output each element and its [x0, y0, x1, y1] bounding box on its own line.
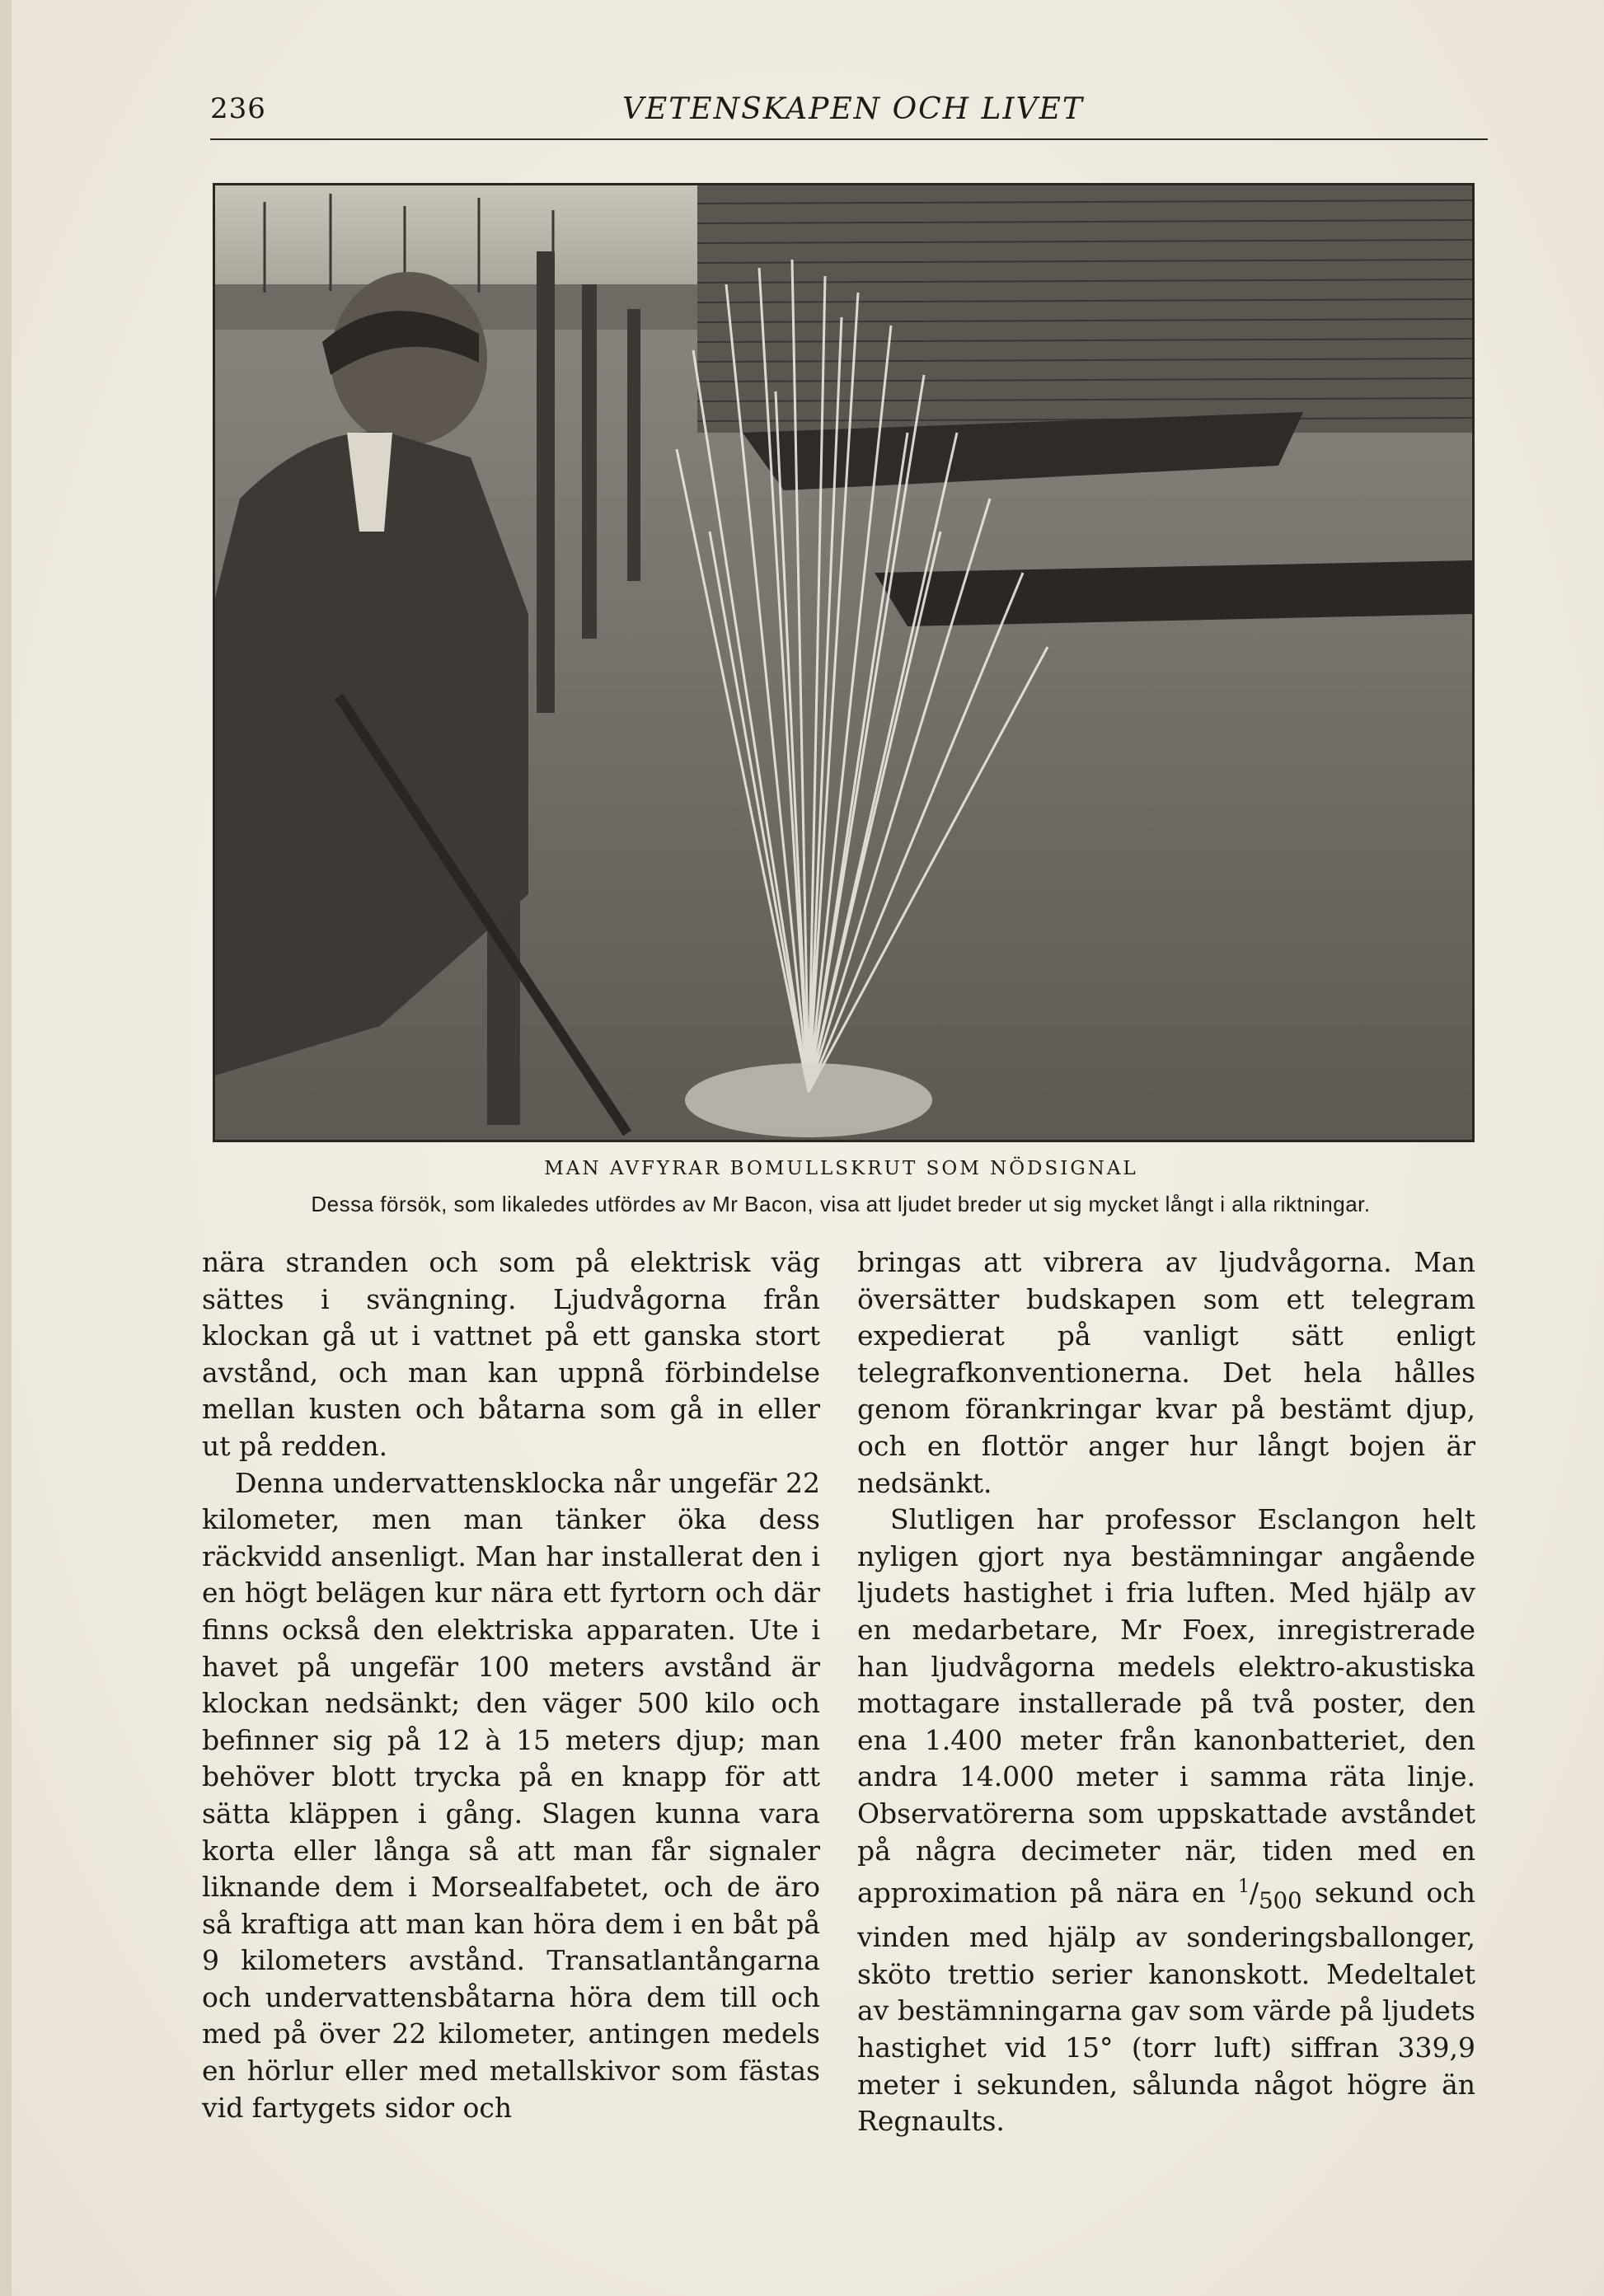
- fraction-numerator: 1: [1237, 1877, 1250, 1898]
- photograph: [213, 183, 1475, 1142]
- left-paragraph-2: Denna undervattensklocka når ungefär 22 kilometer, men man tänker öka dess räckvidd ansenligt. Man har installerat den i en högt belägen kur nära ett fyrtorn och där finns också den elektriska apparaten. Ute i havet på ungefär 100 meters avstånd är klockan nedsänkt; den väger 500 kilo och befinner sig på 12 à 15 meters djup; man behöver blott trycka på en knapp för att sätta kläppen i gång. Slagen kunna vara korta eller långa så att man får signaler liknande dem i Morsealfabetet, och de äro så kraftiga att man kan höra dem i en båt på 9 kilometers avstånd. Transatlantångarna och undervattensbåtarna höra dem till och med på över 22 kilometer, antingen medels en hörlur eller med metallskivor som fästas vid fartygets sidor och: [202, 1466, 820, 2124]
- figure-caption-text: Dessa försök, som likaledes utfördes av Mr Bacon, visa att ljudet breder ut sig mycket långt i alla riktningar.: [311, 1192, 1371, 1216]
- fraction-denominator: 500: [1259, 1887, 1302, 1914]
- right-paragraph-2-end: sekund och vinden med hjälp av sonderingsballonger, sköto trettio serier kanonskott. Medeltalet av bestämningarna gav som värde på ljudets hastighet vid 15° (torr luft) siffran 339,9 meter i sekunden, sålunda något högre än Regnaults.: [857, 1877, 1475, 2138]
- left-column: [202, 1244, 820, 2126]
- page-edge: [0, 0, 12, 2296]
- left-paragraph-1: nära stranden och som på elektrisk väg sättes i svängning. Ljudvågorna från klockan gå ut i vattnet på ett ganska stort avstånd, och man kan uppnå förbindelse mellan kusten och båtarna som gå in eller ut på redden.: [202, 1246, 820, 1462]
- running-title: VETENSKAPEN OCH LIVET: [622, 92, 1084, 126]
- right-paragraph-2-start: Slutligen har professor Esclangon helt nyligen gjort nya bestämningar angående ljudets hastighet i fria luften. Med hjälp av en medarbetare, Mr Foex, inregistrerade han ljudvågorna medels elektro-akustiska mottagare installerade på två poster, den ena 1.400 meter från kanonbatteriet, den andra 14.000 meter i samma räta linje. Observatörerna som uppskattade avståndet på några decimeter när, tiden med en approximation på nära en: [857, 1503, 1475, 1909]
- page-header: [210, 92, 1488, 140]
- page-number: 236: [210, 92, 266, 125]
- right-paragraph-2: Slutligen har professor Esclangon helt nyligen gjort nya bestämningar angående ljudets hastighet i fria luften. Med hjälp av en medarbetare, Mr Foex, inregistrerade han ljudvågorna medels elektro-akustiska mottagare installerade på två poster, den ena 1.400 meter från kanonbatteriet, den andra 14.000 meter i samma räta linje. Observatörerna som uppskattade avståndet på några decimeter när, tiden med en approximation på nära en $^1/_{500}$ sekund och vinden med hjälp av sonderingsballonger, sköto trettio serier kanonskott. Medeltalet av bestämningarna gav som värde på ljudets hastighet vid 15° (torr luft) siffran 339,9 meter i sekunden, sålunda något högre än Regnaults.: [857, 1503, 1475, 2138]
- right-column: [857, 1244, 1475, 2140]
- figure-caption-title: MAN AVFYRAR BOMULLSKRUT SOM NÖDSIGNAL: [544, 1158, 1138, 1179]
- photo-illustration: [215, 185, 1472, 1140]
- right-paragraph-1: bringas att vibrera av ljudvågorna. Man översätter budskapen som ett telegram expedierat på vanligt sätt enligt telegrafkonventionerna. Det hela hålles genom förankringar kvar på bestämt djup, och en flottör anger hur långt bojen är nedsänkt.: [857, 1246, 1475, 1499]
